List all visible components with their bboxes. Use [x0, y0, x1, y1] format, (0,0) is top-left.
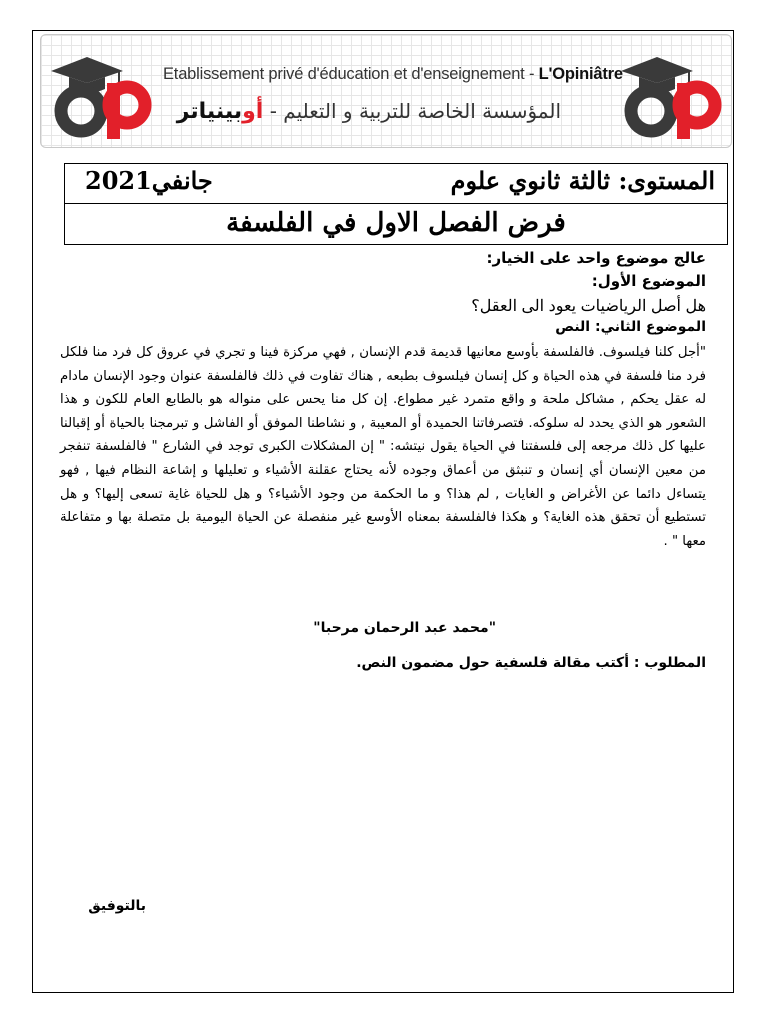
arabic-school-name — [177, 99, 561, 124]
french-school-name — [163, 65, 623, 84]
level-date-row — [65, 164, 727, 204]
topic1-label: الموضوع الأول: — [591, 272, 706, 290]
school-header-banner — [40, 34, 732, 148]
instruction: عالج موضوع واحد على الخيار: — [486, 249, 706, 267]
topic1-question: هل أصل الرياضيات يعود الى العقل؟ — [471, 298, 706, 315]
philosophy-text-passage — [60, 341, 706, 553]
graduation-cap-op-logo-icon — [617, 43, 725, 141]
passage-paragraph: "أجل كلنا فيلسوف. فالفلسفة بأوسع معانيها قديمة قدم الإنسان , فهي مركزة فينا و تجري في عروق كل فرد منا فلكل فرد منا فلسفة في هذه الحياة و كل إنسان فيلسوف بطبعه , هناك تفاوت في ذلك فالفلسفة عنوان وجود الإنسان مادام له عقل يحكم , مشاكل ملحة و واقع متمرد غير مطواع. إن كل منا يحس على منواله هو بالطابع العام للكون و هذا الشعور هو الذي يحدد له سلوكه. فتصرفاتنا الحميدة أو المعيبة , و نشاطنا الموفق أو الفاشل و تبرمجنا بالحياة أو إقبالنا عليها كل ذلك مرجعه إلى فلسفتنا في الحياة يقول نيتشه: " إن المشكلات الكبرى توجد في الشارع " فالفلسفة تنفجر من معين الإنسان أي إنسان و تنبثق من أعماق وجوده لأنه يحتاج عقلنة الأشياء و تعليلها و إشاعة النظام فيها , فهو يتساءل دائما عن الأغراض و الغايات , لم هذا؟ و ما الحكمة من وجود الأشياء؟ و هل للحياة غاية تسعى إليها؟ و هل تستطيع أن تحقق هذه الغاية؟ و هكذا فالفلسفة بمعناه الأوسع غير منفصلة عن الحياة اليومية بل متصلة بها و متفاعلة معها " . — [60, 345, 706, 549]
topic2-label: الموضوع الثاني: النص — [555, 319, 706, 335]
exam-title: فرض الفصل الاول في الفلسفة — [226, 208, 566, 238]
arabic-brand-rest: بينياتر — [176, 99, 243, 124]
arabic-brand-red-part: أو — [242, 99, 264, 124]
arabic-school-prefix: المؤسسة الخاصة للتربية و التعليم - — [263, 99, 561, 123]
graduation-cap-op-logo-icon — [47, 43, 155, 141]
french-brand-name: L'Opiniâtre — [538, 65, 623, 83]
exam-title-box — [64, 163, 728, 245]
french-school-prefix: Etablissement privé d'éducation et d'enseignement - — [163, 65, 539, 83]
closing-wish: بالتوفيق — [88, 898, 146, 914]
arabic-brand-name — [177, 99, 264, 124]
exam-date: جانفي2021 — [85, 166, 213, 195]
task-instruction: المطلوب : أكتب مقالة فلسفية حول مضمون النص. — [356, 655, 706, 671]
passage-author: "محمد عبد الرحمان مرحبا" — [313, 620, 496, 636]
level-label: المستوى: ثالثة ثانوي علوم — [450, 166, 715, 195]
